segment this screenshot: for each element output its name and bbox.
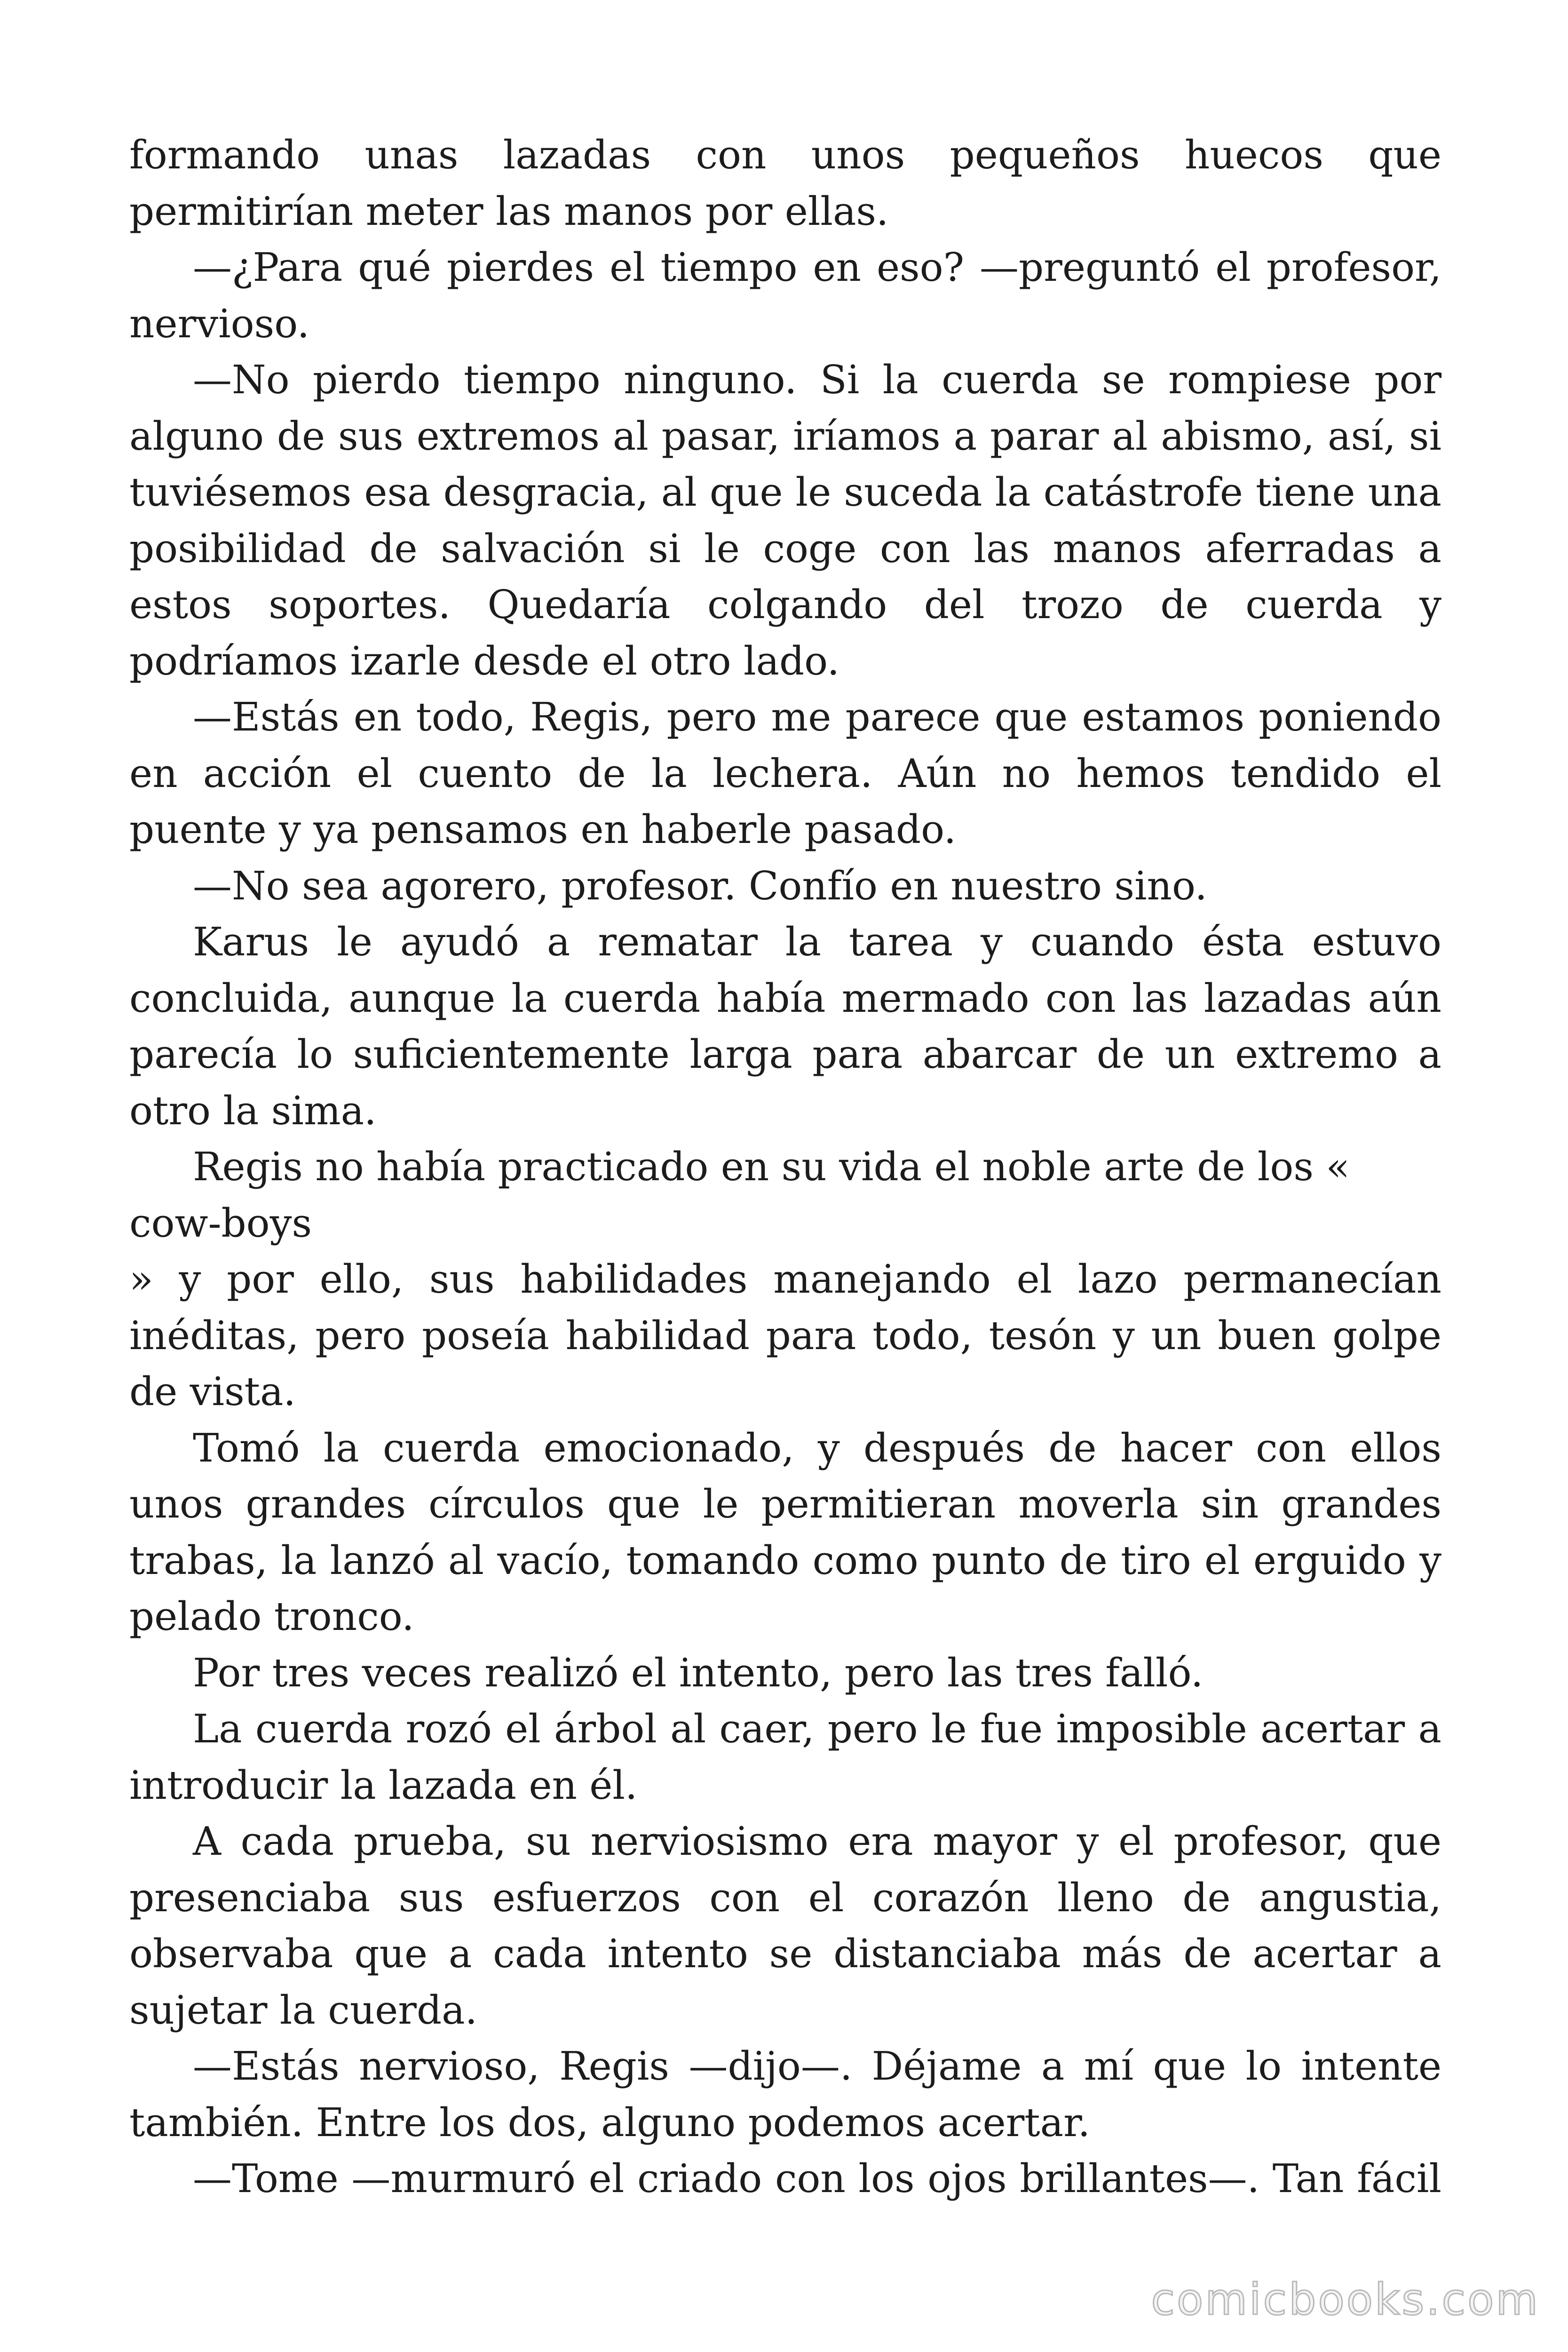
paragraph-3: —No pierdo tiempo ninguno. Si la cuerda se rompiese por alguno de sus extremos al pasar, iríamos a parar al abismo, así, si tuviésemos esa desgracia, al que le suceda la catástrofe tiene una posibilidad de salvación si le coge con las manos aferradas a estos soportes. Quedaría colgando del trozo de cuerda y podríamos izarle desde el otro lado. [129, 357, 1441, 684]
book-page-text [129, 127, 1441, 2207]
paragraph-4: —Estás en todo, Regis, pero me parece que estamos poniendo en acción el cuento de la lechera. Aún no hemos tendido el puente y ya pensamos en haberle pasado. [129, 694, 1441, 852]
paragraph-5: —No sea agorero, profesor. Confío en nuestro sino. [193, 863, 1207, 909]
watermark-logo: comicbooks.com [1151, 2274, 1540, 2325]
paragraph-13: —Estás nervioso, Regis —dijo—. Déjame a mí que lo intente también. Entre los dos, alguno podemos acertar. [129, 2043, 1441, 2145]
paragraph-10: Por tres veces realizó el intento, pero las tres falló. [193, 1650, 1204, 1696]
paragraph-12: A cada prueba, su nerviosismo era mayor y el profesor, que presenciaba sus esfuerzos con el corazón lleno de angustia, observaba que a cada intento se distanciaba más de acertar a sujetar la cuerda. [129, 1819, 1441, 2033]
emphasized-word-line: cow-boys [129, 1200, 312, 1246]
paragraph-2: —¿Para qué pierdes el tiempo en eso? —preguntó el profesor, nervioso. [129, 245, 1441, 347]
paragraph-9: Tomó la cuerda emocionado, y después de hacer con ellos unos grandes círculos que le permitieran moverla sin grandes trabas, la lanzó al vacío, tomando como punto de tiro el erguido y pelado tronco. [129, 1425, 1441, 1639]
paragraph-7: Regis no había practicado en su vida el noble arte de los « [193, 1144, 1350, 1190]
paragraph-11: La cuerda rozó el árbol al caer, pero le fue imposible acertar a introducir la lazada en él. [129, 1706, 1441, 1808]
paragraph-14: —Tome —murmuró el criado con los ojos brillantes—. Tan fácil [193, 2156, 1441, 2201]
paragraph-8: » y por ello, sus habilidades manejando el lazo permanecían inéditas, pero poseía habilidad para todo, tesón y un buen golpe de vista. [129, 1256, 1441, 1414]
paragraph-6: Karus le ayudó a rematar la tarea y cuando ésta estuvo concluida, aunque la cuerda había mermado con las lazadas aún parecía lo suficientemente larga para abarcar de un extremo a otro la sima. [129, 919, 1441, 1134]
paragraph-1: formando unas lazadas con unos pequeños huecos que permitirían meter las manos por ellas. [129, 132, 1441, 234]
